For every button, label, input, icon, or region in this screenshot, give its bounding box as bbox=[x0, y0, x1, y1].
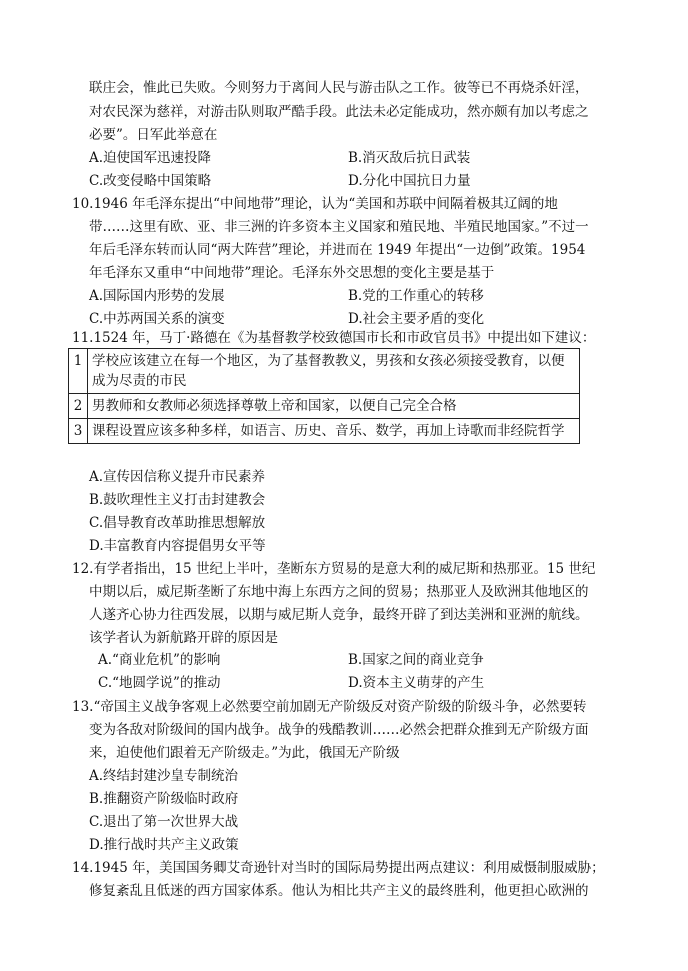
q12-option-a: A.“商业危机”的影响 bbox=[98, 652, 221, 668]
q10-option-d: D.社会主要矛盾的变化 bbox=[348, 311, 485, 327]
q14-line: 修复紊乱且低迷的西方国家体系。他认为相比共产主义的最终胜利，他更担心欧洲的 bbox=[89, 883, 589, 899]
q10-line: 带……这里有欧、亚、非三洲的许多资本主义国家和殖民地、半殖民地国家。”不过一 bbox=[89, 219, 589, 235]
q13-line: 变为各敌对阶级间的国内战争。战争的残酷教训……必然会把群众推到无产阶级方面 bbox=[89, 722, 589, 738]
q11-proposal-table bbox=[68, 348, 580, 444]
q10-line: 10.1946 年毛泽东提出“中间地带”理论，认为“美国和苏联中间隔着极其辽阔的地 bbox=[72, 196, 558, 212]
q12-option-b: B.国家之间的商业竞争 bbox=[348, 652, 484, 668]
q12-option-c: C.“地圆学说”的推动 bbox=[98, 675, 221, 691]
q10-option-b: B.党的工作重心的转移 bbox=[348, 288, 484, 304]
q11-option-b: B.鼓吹理性主义打击封建教会 bbox=[89, 492, 266, 508]
q13-option-b: B.推翻资产阶级临时政府 bbox=[89, 791, 239, 807]
q11-stem: 11.1524 年，马丁·路德在《为基督教学校致德国市长和市政官员书》中提出如下建议： bbox=[72, 330, 596, 346]
table-cell-text: 男教师和女教师必须选择尊敬上帝和国家，以便自己完全合格 bbox=[88, 394, 580, 419]
q12-option-d: D.资本主义萌芽的产生 bbox=[348, 675, 485, 691]
q12-line: 12.有学者指出，15 世纪上半叶，垄断东方贸易的是意大利的威尼斯和热那亚。15 世纪 bbox=[72, 561, 596, 577]
q11-option-a: A.宣传因信称义提升市民素养 bbox=[89, 469, 266, 485]
q14-line: 14.1945 年，美国国务卿艾奇逊针对当时的国际局势提出两点建议：利用威慑制服威胁； bbox=[72, 860, 605, 876]
q10-line: 年后毛泽东转而认同“两大阵营”理论，并进而在 1949 年提出“一边倒”政策。1954 bbox=[89, 242, 586, 258]
q11-option-d: D.丰富教育内容提倡男女平等 bbox=[89, 538, 266, 554]
q9-option-c: C.改变侵略中国策略 bbox=[89, 173, 212, 189]
q13-line: 来，迫使他们跟着无产阶级走。”为此，俄国无产阶级 bbox=[89, 745, 400, 761]
q13-option-c: C.退出了第一次世界大战 bbox=[89, 814, 239, 830]
table-cell-number: 2 bbox=[69, 394, 88, 419]
q9-option-b: B.消灭敌后抗日武装 bbox=[348, 150, 471, 166]
q10-line: 年毛泽东又重申“中间地带”理论。毛泽东外交思想的变化主要是基于 bbox=[89, 265, 495, 281]
q9-line: 联庄会，惟此已失败。今则努力于离间人民与游击队之工作。彼等已不再烧杀奸淫， bbox=[89, 80, 589, 96]
q10-option-c: C.中苏两国关系的演变 bbox=[89, 311, 225, 327]
q11-option-c: C.倡导教育改革助推思想解放 bbox=[89, 515, 266, 531]
table-cell-text: 学校应该建立在每一个地区，为了基督教教义，男孩和女孩必须接受教育，以便成为尽责的市民 bbox=[88, 349, 580, 394]
q9-line: 对农民深为慈祥，对游击队则取严酷手段。此法未必定能成功，然亦颇有加以考虑之 bbox=[89, 104, 589, 120]
table-cell-number: 1 bbox=[69, 349, 88, 394]
table-row bbox=[69, 419, 580, 444]
table-row bbox=[69, 394, 580, 419]
q9-option-a: A.迫使国军迅速投降 bbox=[89, 150, 212, 166]
table-cell-number: 3 bbox=[69, 419, 88, 444]
q13-option-d: D.推行战时共产主义政策 bbox=[89, 837, 239, 853]
q9-option-d: D.分化中国抗日力量 bbox=[348, 173, 471, 189]
q12-line: 人遂齐心协力往西发展，以期与威尼斯人竞争，最终开辟了到达美洲和亚洲的航线。 bbox=[89, 607, 589, 623]
q12-line: 该学者认为新航路开辟的原因是 bbox=[89, 630, 278, 646]
q13-line: 13.“帝国主义战争客观上必然要空前加剧无产阶级反对资产阶级的阶级斗争，必然要转 bbox=[72, 699, 587, 715]
table-cell-text: 课程设置应该多种多样，如语言、历史、音乐、数学，再加上诗歌而非经院哲学 bbox=[88, 419, 580, 444]
q13-option-a: A.终结封建沙皇专制统治 bbox=[89, 768, 239, 784]
q12-line: 中期以后，威尼斯垄断了东地中海上东西方之间的贸易；热那亚人及欧洲其他地区的 bbox=[89, 584, 589, 600]
table-row bbox=[69, 349, 580, 394]
q10-option-a: A.国际国内形势的发展 bbox=[89, 288, 225, 304]
q9-line: 必要”。日军此举意在 bbox=[89, 127, 218, 143]
